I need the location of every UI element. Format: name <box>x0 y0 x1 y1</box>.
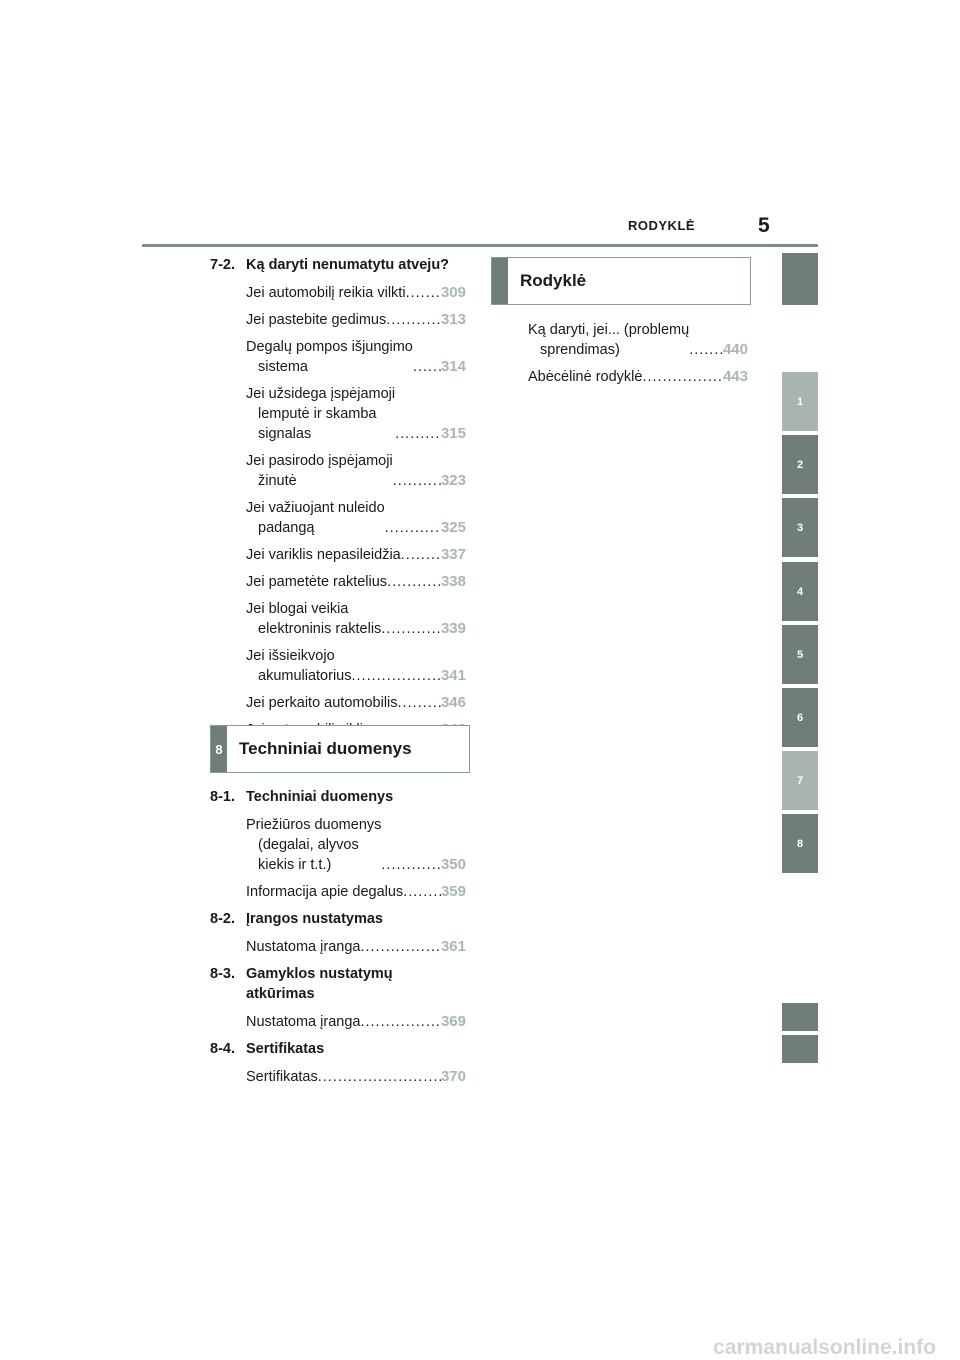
section-heading <box>210 1039 466 1059</box>
leader-dots <box>387 572 441 592</box>
leader-dots <box>360 937 441 957</box>
toc-entry-page[interactable]: 440 <box>722 341 748 358</box>
toc-entry-text: Jei automobilį reikia vilkti <box>246 285 406 301</box>
toc-entry-page[interactable]: 325 <box>440 519 466 536</box>
leader-dots <box>381 619 441 639</box>
toc-entry[interactable] <box>210 310 466 330</box>
chapter-tab[interactable] <box>782 253 818 305</box>
toc-entry-text: Jei užsidega įspėjamoji lemputė ir skamba signalas <box>246 386 396 442</box>
chapter-tab[interactable]: 5 <box>782 625 818 684</box>
chapter-tab[interactable]: 3 <box>782 498 818 557</box>
toc-entry-page[interactable]: 350 <box>440 856 466 873</box>
leader-dots <box>395 424 441 444</box>
leader-dots <box>352 666 441 686</box>
toc-entry-text: Jei variklis nepasileidžia <box>246 547 401 563</box>
section-title: Techniniai duomenys <box>246 789 394 805</box>
chapter-8-tab: 8 <box>211 726 227 772</box>
toc-entry[interactable] <box>210 384 466 444</box>
index-header <box>491 257 751 305</box>
leader-dots <box>413 357 441 377</box>
section-7-2-entries <box>210 283 466 740</box>
chapter-tab[interactable]: 1 <box>782 372 818 431</box>
section-number: 8-1. <box>210 789 235 805</box>
toc-entry-text: Jei pasirodo įspėjamoji žinutė <box>246 453 393 489</box>
leader-dots <box>398 693 441 713</box>
leader-dots <box>386 310 441 330</box>
toc-entry[interactable] <box>210 882 466 902</box>
toc-entry-text: Abėcėlinė rodyklė <box>528 369 643 385</box>
toc-entry[interactable] <box>210 545 466 565</box>
chapter-8-title: Techniniai duomenys <box>239 739 412 758</box>
section-number: 7-2. <box>210 257 235 273</box>
right-column <box>492 320 748 394</box>
footer <box>0 1336 960 1358</box>
leader-dots <box>403 882 441 902</box>
toc-entry-page[interactable]: 315 <box>440 425 466 442</box>
toc-entry[interactable] <box>210 498 466 538</box>
toc-entry[interactable] <box>210 937 466 957</box>
section-number: 8-2. <box>210 911 235 927</box>
chapter-tab[interactable] <box>782 1035 818 1063</box>
leader-dots <box>385 518 441 538</box>
chapter-tab[interactable]: 8 <box>782 814 818 873</box>
toc-entry-text: Ką daryti, jei... (problemų sprendimas) <box>528 322 690 358</box>
chapter-8-header <box>210 725 470 773</box>
toc-entry-text: Jei perkaito automobilis <box>246 695 398 711</box>
section-heading <box>210 964 466 1004</box>
toc-entry-text: Jei pastebite gedimus <box>246 312 387 328</box>
toc-entry-page[interactable]: 339 <box>440 620 466 637</box>
toc-entry-text: Priežiūros duomenys (degalai, alyvos kiekis ir t.t.) <box>246 817 382 873</box>
header-rule <box>142 244 818 247</box>
toc-entry-text: Degalų pompos išjungimo sistema <box>246 339 413 375</box>
section-title: Gamyklos nustatymų atkūrimas <box>246 966 393 1002</box>
toc-entry-text: Informacija apie degalus <box>246 884 404 900</box>
section-title: Sertifikatas <box>246 1041 325 1057</box>
leader-dots <box>381 855 441 875</box>
section-title: Ką daryti nenumatytu atveju? <box>246 257 450 273</box>
toc-entry-text: Jei pametėte raktelius <box>246 574 388 590</box>
toc-entry[interactable] <box>210 337 466 377</box>
toc-entry[interactable] <box>492 367 748 387</box>
header-title: RODYKLĖ <box>628 218 696 233</box>
toc-entry-text: Nustatoma įranga <box>246 939 361 955</box>
toc-entry-page[interactable]: 443 <box>722 368 748 385</box>
toc-entry[interactable] <box>210 599 466 639</box>
section-heading <box>210 909 466 929</box>
chapter-tab[interactable]: 7 <box>782 751 818 810</box>
section-heading <box>210 787 466 807</box>
toc-entry[interactable] <box>210 283 466 303</box>
index-tab <box>492 258 508 304</box>
toc-entry-text: Nustatoma įranga <box>246 1014 361 1030</box>
leader-dots <box>642 367 723 387</box>
section-number: 8-3. <box>210 966 235 982</box>
toc-entry[interactable] <box>210 646 466 686</box>
chapter-tab[interactable]: 6 <box>782 688 818 747</box>
chapter-tab[interactable]: 2 <box>782 435 818 494</box>
toc-entry-page[interactable]: 369 <box>440 1013 466 1030</box>
toc-entry[interactable] <box>210 451 466 491</box>
toc-entry[interactable] <box>210 1067 466 1087</box>
section-7-2-heading <box>210 255 466 275</box>
leader-dots <box>393 471 441 491</box>
toc-entry-page[interactable]: 314 <box>440 358 466 375</box>
watermark: carmanualsonline.info <box>713 1336 936 1359</box>
toc-entry-page[interactable]: 323 <box>440 472 466 489</box>
leader-dots <box>318 1067 441 1087</box>
leader-dots <box>406 283 441 303</box>
chapter-8-column <box>210 787 466 1094</box>
chapter-tab[interactable]: 4 <box>782 562 818 621</box>
toc-entry[interactable] <box>210 1012 466 1032</box>
chapter-tab[interactable] <box>782 1003 818 1031</box>
page-number: 5 <box>758 214 770 237</box>
toc-entry-page[interactable]: 361 <box>440 938 466 955</box>
toc-entry-page[interactable]: 370 <box>440 1068 466 1085</box>
leader-dots <box>401 545 441 565</box>
toc-entry[interactable] <box>210 693 466 713</box>
toc-entry-text: Jei blogai veikia elektroninis raktelis <box>246 601 382 637</box>
toc-entry-page[interactable]: 346 <box>440 694 466 711</box>
toc-entry-page[interactable]: 309 <box>440 284 466 301</box>
leader-dots <box>689 340 723 360</box>
toc-entry-text: Sertifikatas <box>246 1069 318 1085</box>
toc-entry[interactable] <box>492 320 748 360</box>
toc-entry-page[interactable]: 313 <box>440 311 466 328</box>
toc-entry-text: Jei išsieikvojo akumuliatorius <box>246 648 352 684</box>
toc-entry-page[interactable]: 341 <box>440 667 466 684</box>
leader-dots <box>360 1012 441 1032</box>
toc-entry-page[interactable]: 337 <box>440 546 466 563</box>
toc-entry-page[interactable]: 359 <box>440 883 466 900</box>
section-number: 8-4. <box>210 1041 235 1057</box>
toc-entry[interactable] <box>210 815 466 875</box>
toc-entry[interactable] <box>210 572 466 592</box>
left-column <box>210 255 466 747</box>
toc-entry-page[interactable]: 338 <box>440 573 466 590</box>
toc-entry-text: Jei važiuojant nuleido padangą <box>246 500 385 536</box>
section-title: Įrangos nustatymas <box>246 911 383 927</box>
index-title: Rodyklė <box>520 271 587 290</box>
